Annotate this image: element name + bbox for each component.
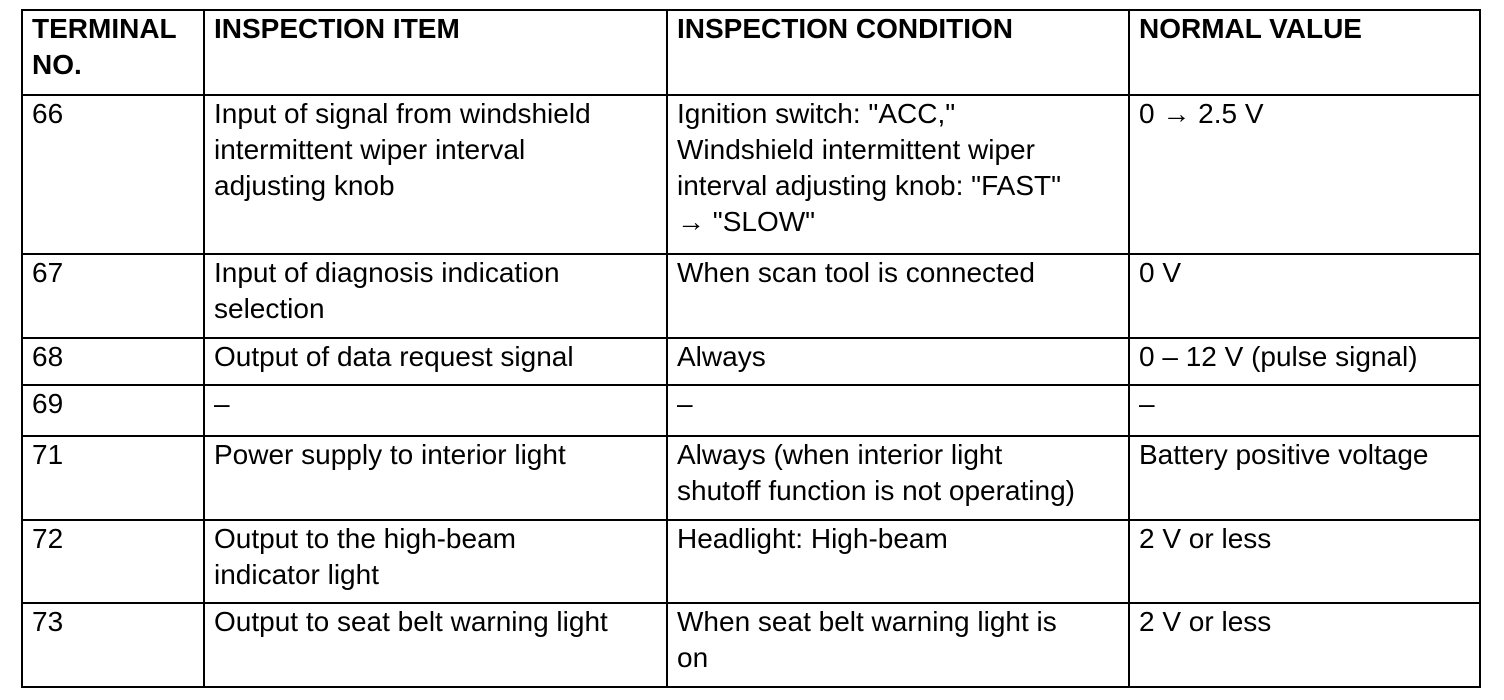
condition-cell: Headlight: High-beam xyxy=(667,520,1129,603)
terminal-cell: 66 xyxy=(22,95,204,254)
item-cell: Output of data request signal xyxy=(204,338,667,385)
value-cell: 2 V or less xyxy=(1129,603,1480,687)
value-cell: Battery positive voltage xyxy=(1129,436,1480,520)
terminal-cell: 71 xyxy=(22,436,204,520)
item-cell: Power supply to interior light xyxy=(204,436,667,520)
item-cell: Input of signal from windshield intermittent wiper interval adjusting knob xyxy=(204,95,667,254)
value-cell: 0 V xyxy=(1129,254,1480,338)
terminal-cell: 68 xyxy=(22,338,204,385)
condition-cell: – xyxy=(667,385,1129,436)
table-body xyxy=(22,95,1480,687)
condition-cell: Ignition switch: "ACC," Windshield intermittent wiper interval adjusting knob: "FAST" → "SLOW" xyxy=(667,95,1129,254)
condition-cell: Always xyxy=(667,338,1129,385)
value-cell: – xyxy=(1129,385,1480,436)
terminal-cell: 72 xyxy=(22,520,204,603)
table-row xyxy=(22,603,1480,687)
table-row xyxy=(22,254,1480,338)
item-cell: Input of diagnosis indication selection xyxy=(204,254,667,338)
header-inspection-condition: INSPECTION CONDITION xyxy=(667,10,1129,95)
value-cell: 0 – 12 V (pulse signal) xyxy=(1129,338,1480,385)
value-cell: 2 V or less xyxy=(1129,520,1480,603)
condition-cell: When seat belt warning light is on xyxy=(667,603,1129,687)
header-terminal-no: TERMINAL NO. xyxy=(22,10,204,95)
value-cell: 0 → 2.5 V xyxy=(1129,95,1480,254)
table-row xyxy=(22,520,1480,603)
table-row xyxy=(22,95,1480,254)
terminal-cell: 67 xyxy=(22,254,204,338)
table-header xyxy=(22,10,1480,95)
terminal-cell: 69 xyxy=(22,385,204,436)
item-cell: Output to seat belt warning light xyxy=(204,603,667,687)
condition-cell: When scan tool is connected xyxy=(667,254,1129,338)
condition-cell: Always (when interior light shutoff function is not operating) xyxy=(667,436,1129,520)
item-cell: – xyxy=(204,385,667,436)
table-row xyxy=(22,436,1480,520)
header-row xyxy=(22,10,1480,95)
header-inspection-item: INSPECTION ITEM xyxy=(204,10,667,95)
table-row xyxy=(22,385,1480,436)
terminal-cell: 73 xyxy=(22,603,204,687)
inspection-table xyxy=(21,9,1481,688)
header-normal-value: NORMAL VALUE xyxy=(1129,10,1480,95)
item-cell: Output to the high-beam indicator light xyxy=(204,520,667,603)
table-row xyxy=(22,338,1480,385)
